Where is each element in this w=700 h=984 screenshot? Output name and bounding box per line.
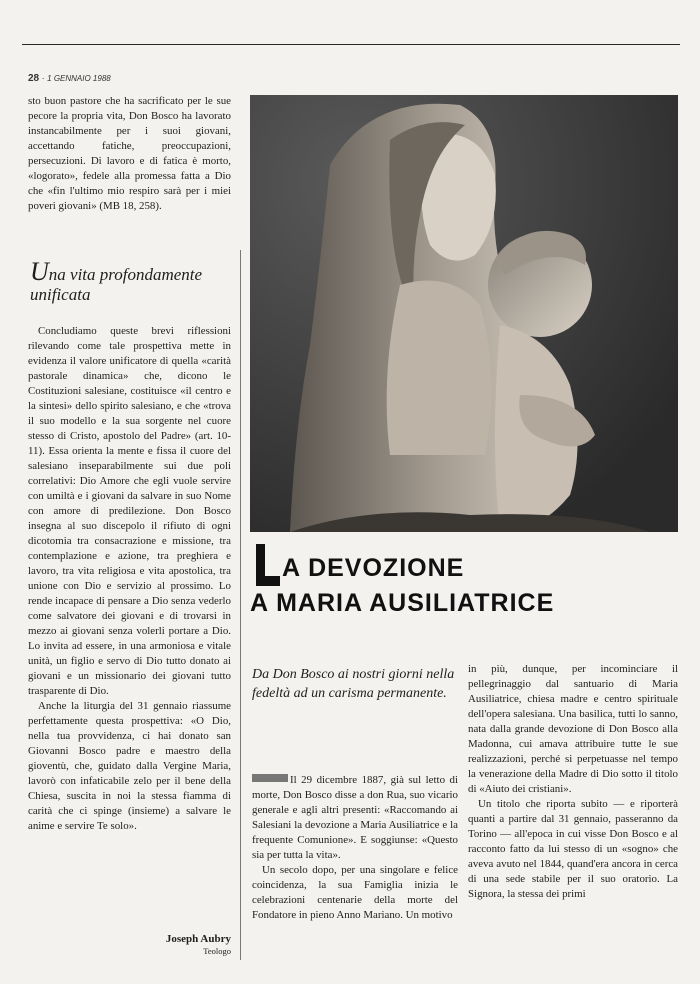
- author-role: Teologo: [203, 946, 231, 956]
- masthead-ghost: [22, 2, 31, 36]
- issue-date: 1 GENNAIO 1988: [47, 74, 111, 83]
- opening-bar: [252, 774, 288, 782]
- paragraph: Un titolo che riporta subito — e riporterà quanti a partire dal 31 gennaio, passeranno da Torino — all'epoca in cui visse Don Bosco e al racconto fatto da lui stesso di un «sogno» che aveva avuto nel 1844, quand'era ancora in cerca di una sede stabile per il suo oratorio. La Signora, la stessa dei primi: [468, 798, 678, 900]
- paragraph: Un secolo dopo, per una singolare e felice coincidenza, la sua Famiglia inizia le celebrazioni centenarie della morte del Fondatore in pieno Anno Mariano. Un motivo: [252, 864, 458, 921]
- column-divider: [240, 250, 241, 960]
- page-number: 28: [28, 73, 40, 84]
- author-signature: [28, 933, 231, 957]
- title-drop-cap: [250, 544, 280, 586]
- madonna-statue-photo: [250, 95, 678, 532]
- section-subhead: [30, 257, 230, 305]
- subhead-text: na vita profondamente unificata: [30, 265, 203, 304]
- paragraph: Anche la liturgia del 31 gennaio riassume perfettamente questa prospettiva: «O Dio, nella tua provvidenza, ci hai donato san Giovanni Bosco padre e maestro della gioventù, che, guidato dalla Vergine Maria, lavorò con infaticabile zelo per il bene della Chiesa, suscita in noi la stessa fiamma di carità che ci spinge (insieme) a salvare le anime e servire Te solo».: [28, 700, 231, 832]
- paragraph: sto buon pastore che ha sacrificato per le sue pecore la propria vita, Don Bosco ha lavorato instancabilmente per i suoi giovani, accettando fatiche, preoccupazioni, persecuzioni. Di lavoro e di fatica è morto, «logorato», fedele alla promessa fatta a Dio che «fin l'ultimo mio respiro sarà per i miei poveri giovani» (MB 18, 258).: [28, 95, 231, 212]
- folio: 28 · 1 GENNAIO 1988: [28, 73, 111, 84]
- right-column: [468, 662, 678, 902]
- left-column-body: [28, 324, 231, 834]
- middle-column: [252, 773, 458, 923]
- article-lead: Da Don Bosco ai nostri giorni nella fedeltà ad un carisma permanente.: [252, 667, 455, 701]
- left-column: [28, 94, 231, 214]
- title-line-2: A MARIA AUSILIATRICE: [250, 589, 555, 617]
- paragraph: in più, dunque, per incominciare il pellegrinaggio dal santuario di Maria Ausiliatrice, chiesa madre e centro spirituale dell'opera salesiana. Una basilica, tutti lo sanno, nata dalla grande devozione di Don Bosco alla Madonna, cui amava attribuire tutte le sue realizzazioni, perché si perpetuasse nel tempo la venerazione della Madre di Dio sotto il titolo di «Aiuto dei cristiani».: [468, 663, 678, 795]
- statue-image: [250, 95, 678, 532]
- subhead-initial: U: [30, 257, 49, 286]
- author-name: Joseph Aubry: [165, 933, 231, 945]
- paragraph: Concludiamo queste brevi riflessioni rilevando come tale prospettiva mette in evidenza il valore unificatore di quella «carità pastorale dinamica» che, dicono le Costituzioni salesiane, costituisce «il centro e la sintesi» dello spirito salesiano, e che «trova il suo modello e la sua sorgente nel cuore stesso di Cristo, apostolo del Padre» (art. 10-11). Essa orienta la mente e fissa il cuore del salesiano inseparabilmente sui due poli correlativi: Dio Amore che egli vuole servire con umiltà e i giovani da salvare in suo Nome con amore di predilezione. Don Bosco insegna al suo discepolo il rifiuto di ogni dicotomia tra consacrazione e missione, tra contemplazione e azione, tra preghiera e lavoro, tra vita religiosa e vita apostolica, tra unione con Dio e servizio al prossimo. Lo rende incapace di pensare a Dio senza vederlo come salvatore dei giovani e di trovarsi in mezzo ai giovani senza volerli portare a Dio. Lo invita ad essere, in una armoniosa e vitale unità, un figlio e servo di Dio tutto donato ai giovani e un missionario dei giovani tutto trasparente di Dio.: [28, 325, 231, 697]
- title-line-1: A DEVOZIONE: [282, 554, 465, 582]
- header-rule: [22, 44, 680, 45]
- paragraph: Il 29 dicembre 1887, già sul letto di morte, Don Bosco disse a don Rua, suo vicario generale e agli altri presenti: «Raccomando ai Salesiani la devozione a Maria Ausiliatrice e la frequente Comunione». E soggiunse: «Questo sia per tutta la vita».: [252, 774, 458, 861]
